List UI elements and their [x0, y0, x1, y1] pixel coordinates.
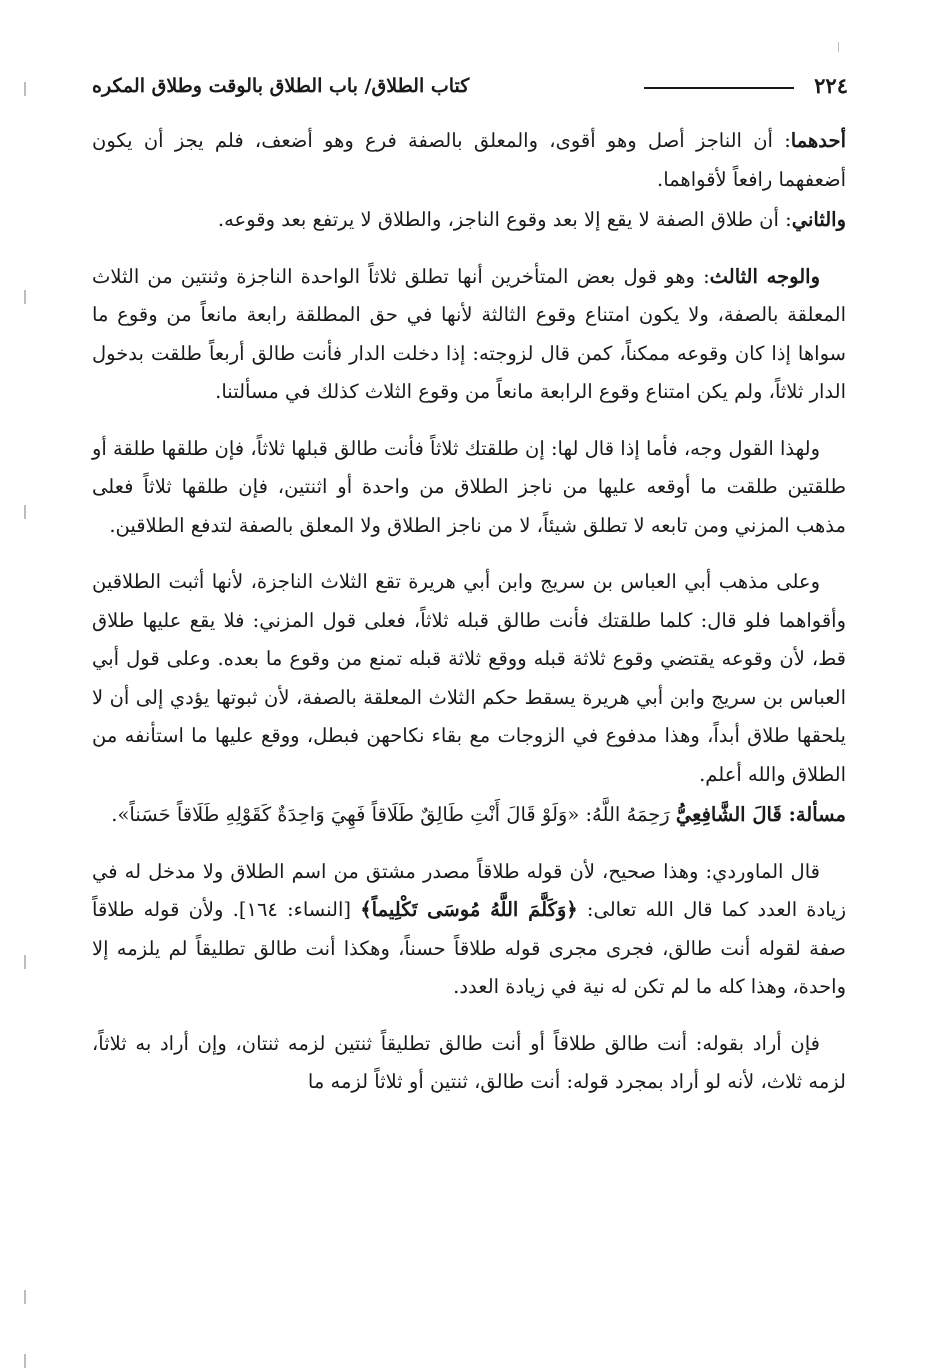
- scan-margin-mark: [24, 290, 26, 304]
- paragraph-masala: [92, 796, 846, 835]
- paragraph-lead: مسألة: [795, 803, 846, 826]
- paragraph-text: : أن طلاق الصفة لا يقع إلا بعد وقوع الناجز، والطلاق لا يرتفع بعد وقوعه.: [217, 208, 792, 231]
- scan-margin-mark: [24, 1290, 26, 1304]
- paragraph-opinion: [92, 430, 846, 546]
- header-rule: [644, 87, 794, 89]
- quran-verse: ﴿وَكَلَّمَ اللَّهُ مُوسَى تَكْلِيماً﴾: [360, 898, 578, 921]
- paragraph-lead: والوجه الثالث: [709, 264, 821, 288]
- scan-margin-mark: [24, 1354, 26, 1368]
- paragraph-madhhab: [92, 563, 846, 794]
- quoted-author: قَالَ الشَّافِعِيُّ: [675, 803, 782, 826]
- paragraph-mawardi: [92, 853, 846, 1007]
- paragraph-intent: [92, 1025, 846, 1102]
- running-title: كتاب الطلاق/ باب الطلاق بالوقت وطلاق المكره: [92, 75, 470, 97]
- paragraph-lead: أحدهما: [790, 129, 846, 152]
- paragraph-text: رَحِمَهُ اللَّهُ: «وَلَوْ قَالَ أَنْتِ طَالِقٌ طَلَاقاً فَهِيَ وَاحِدَةٌ كَقَوْلِهِ طَلَاقاً حَسَناً».: [111, 803, 670, 826]
- paragraph-text: [النساء: ١٦٤]. ولأن قوله طلاقاً صفة لقوله أنت طالق، فجرى مجرى قوله طلاقاً حسناً، وهكذا أنت طالق تطليقاً لم يلزمه إلا واحدة، وهذا كله ما لم تكن له نية في زيادة العدد.: [92, 898, 846, 998]
- paragraph-text: : وهو قول بعض المتأخرين أنها تطلق ثلاثاً الواحدة الناجزة وثنتين من الثلاث المعلقة بالصفة، ولا يكون امتناع وقوع الثالثة لأنها في حق المطلقة رابعة مانعاً من وقوع ما سواها إذا كان وقوعه ممكناً، كمن قال لزوجته: إذا دخلت الدار فأنت طالق أربعاً طلقت بدخول الدار ثلاثاً، ولم يكن امتناع وقوع الرابعة مانعاً من وقوع الثلاث كذلك في مسألتنا.: [92, 264, 846, 403]
- paragraph-text: فإن أراد بقوله: أنت طالق طلاقاً أو أنت طالق تطليقاً ثنتين لزمه ثنتان، وإن أراد به ثلاثاً، لزمه ثلاث، لأنه لو أراد بمجرد قوله: أنت طالق، ثنتين أو ثلاثاً لزمه ما: [92, 1031, 846, 1093]
- paragraph-lead: والثاني: [791, 208, 846, 231]
- scan-margin-mark: [24, 505, 26, 519]
- paragraph-text: قال الماوردي: وهذا صحيح، لأن قوله طلاقاً مصدر مشتق من اسم الطلاق ولا مدخل له في زيادة العدد كما قال الله تعالى:: [92, 859, 846, 921]
- paragraph-text: : أن الناجز أصل وهو أقوى، والمعلق بالصفة فرع وهو أضعف، فلم يجز أن يكون أضعفهما رافعاً لأقواهما.: [92, 129, 846, 191]
- scan-margin-mark: [24, 82, 26, 96]
- paragraph-third-view: [92, 258, 846, 412]
- paragraph-text: ولهذا القول وجه، فأما إذا قال لها: إن طلقتك ثلاثاً فأنت طالق قبلها ثلاثاً، فإن طلقها طلقة أو طلقتين طلقت ما أوقعه عليها من ناجز الطلاق من واحدة أو اثنتين، فإن طلقها ثلاثاً فعلى مذهب المزني ومن تابعه لا تطلق شيئاً، لا من ناجز الطلاق ولا المعلق بالصفة لتدفع الطلاقين.: [92, 436, 846, 537]
- paragraph-first-reason: [92, 122, 846, 199]
- page-body: [92, 122, 846, 1104]
- paragraph-text: وعلى مذهب أبي العباس بن سريج وابن أبي هريرة تقع الثلاث الناجزة، لأنها أثبت الطلاقين وأقواهما فلو قال: كلما طلقتك فأنت طالق قبله ثلاثاً، فعلى قول المزني: فلا يقع عليها طلاق قط، لأن وقوعه يقتضي وقوع ثلاثة قبله ووقع ثلاثة قبله تمنع من وقوع ما بعده. وعلى قول أبي العباس بن سريج وابن أبي هريرة يسقط حكم الثلاث المعلقة بالصفة، لأن ثبوتها يؤدي إلى أن لا يلحقها طلاق أبداً، وهذا مدفوع في الزوجات مع بقاء نكاحهن فبطل، ووقع عليها ما استأنفه من الطلاق والله أعلم.: [92, 570, 846, 786]
- page-number: ٢٢٤: [814, 73, 848, 98]
- paragraph-second-reason: [92, 201, 846, 240]
- scan-margin-mark: [838, 42, 839, 52]
- page-header: [92, 72, 848, 104]
- scan-margin-mark: [24, 955, 26, 969]
- lead-separator: :: [781, 803, 796, 826]
